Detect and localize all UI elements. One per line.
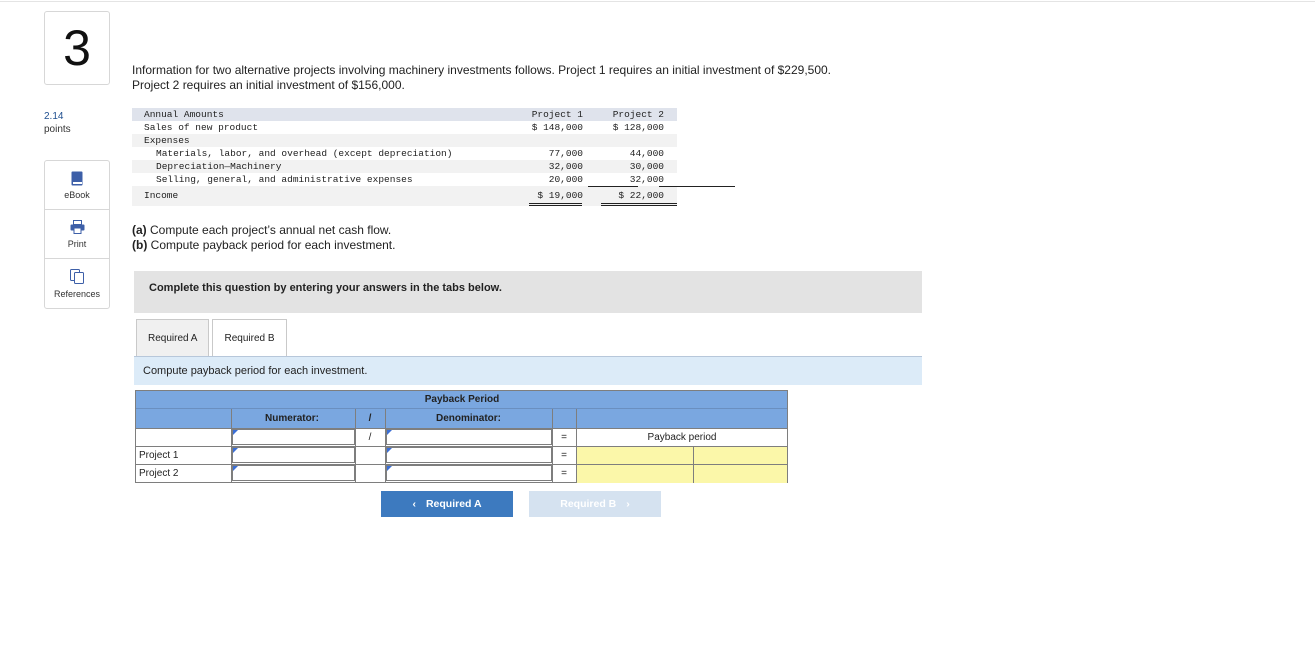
task-description: Compute payback period for each investment. xyxy=(134,357,922,385)
subtotal-rule-2 xyxy=(659,186,735,187)
equals-sign: = xyxy=(561,432,567,443)
copy-icon xyxy=(69,269,85,285)
income-table xyxy=(132,108,677,206)
table-row xyxy=(132,121,677,134)
points-info xyxy=(44,110,71,136)
table-row xyxy=(132,160,677,173)
table-row xyxy=(132,173,677,186)
resource-sidebar xyxy=(44,160,110,309)
divider-header: / xyxy=(368,413,372,424)
divider-sign: / xyxy=(368,432,372,443)
row-project-2: $ 128,000 xyxy=(612,122,664,133)
sidebar-item-label: References xyxy=(53,288,101,299)
points-value: 2.14 xyxy=(44,111,64,122)
income-total-row xyxy=(132,186,677,206)
book-icon xyxy=(69,170,85,186)
row-project-2: $ 22,000 xyxy=(618,190,664,201)
row-project-1: 32,000 xyxy=(548,161,583,172)
project-2-payback-input[interactable] xyxy=(577,465,693,483)
question-number xyxy=(44,11,110,85)
intro-line-2: Project 2 requires an initial investment of $156,000. xyxy=(132,78,405,92)
row-label: Expenses xyxy=(144,135,190,146)
row-project-2: 44,000 xyxy=(629,148,664,159)
row-project-1: $ 148,000 xyxy=(531,122,583,133)
payback-table-title-row xyxy=(136,391,787,409)
row-label: Depreciation—Machinery xyxy=(156,161,282,172)
intro-line-1: Information for two alternative projects involving machinery investments follows. Project 1 requires an initial investment of $229,500. xyxy=(132,63,832,77)
top-divider xyxy=(0,0,1315,2)
project-1-numerator-input[interactable] xyxy=(232,447,355,463)
table-row xyxy=(132,134,677,147)
row-project-2: 32,000 xyxy=(629,174,664,185)
total-double-rule-2 xyxy=(601,203,677,206)
denominator-header: Denominator: xyxy=(436,413,501,424)
chevron-left-icon: ‹ xyxy=(412,498,416,510)
points-label: points xyxy=(44,124,71,135)
row-label: Income xyxy=(144,190,179,201)
row-project-2: 30,000 xyxy=(629,161,664,172)
question-number-text: 3 xyxy=(63,20,91,76)
next-required-b-button[interactable] xyxy=(529,491,661,517)
equals-sign: = xyxy=(561,450,567,461)
row-label-project-2: Project 2 xyxy=(139,468,179,479)
question-intro xyxy=(132,63,912,93)
sidebar-item-print[interactable] xyxy=(45,210,109,259)
printer-icon xyxy=(69,219,85,235)
sidebar-item-references[interactable] xyxy=(45,259,109,308)
tab-required-b[interactable]: Required B xyxy=(212,319,286,357)
row-project-1: 20,000 xyxy=(548,174,583,185)
result-header: Payback period xyxy=(647,432,717,443)
project-1-payback-unit-input[interactable] xyxy=(694,447,787,464)
denominator-header-input[interactable] xyxy=(386,429,552,445)
equals-sign: = xyxy=(561,468,567,479)
chevron-right-icon: › xyxy=(626,498,630,510)
row-label: Sales of new product xyxy=(144,122,259,133)
numerator-header-input[interactable] xyxy=(232,429,355,445)
button-label: Required A xyxy=(425,498,482,510)
header-label: Annual Amounts xyxy=(144,109,224,120)
project-1-denominator-input[interactable] xyxy=(386,447,552,463)
row-label-project-1: Project 1 xyxy=(139,450,179,461)
sidebar-item-label: eBook xyxy=(64,190,90,200)
project-2-denominator-input[interactable] xyxy=(386,465,552,481)
header-project-1: Project 1 xyxy=(531,109,583,120)
income-table-header xyxy=(132,108,677,121)
numerator-header: Numerator: xyxy=(265,413,319,424)
row-project-1: $ 19,000 xyxy=(537,190,583,201)
instruction-banner: Complete this question by entering your answers in the tabs below. xyxy=(134,271,922,313)
sidebar-item-ebook[interactable] xyxy=(45,161,109,210)
sidebar-item-label: Print xyxy=(67,239,87,249)
table-row xyxy=(132,147,677,160)
previous-required-a-button[interactable] xyxy=(381,491,513,517)
project-1-payback-input[interactable] xyxy=(577,447,693,464)
project-2-numerator-input[interactable] xyxy=(232,465,355,481)
button-label: Required B xyxy=(560,498,617,510)
tab-bar xyxy=(136,319,290,357)
question-part-a: (a) Compute each project’s annual net cash flow. xyxy=(132,223,392,237)
question-parts xyxy=(132,223,395,253)
row-label: Selling, general, and administrative expenses xyxy=(156,174,413,185)
header-project-2: Project 2 xyxy=(612,109,664,120)
row-label: Materials, labor, and overhead (except depreciation) xyxy=(156,148,453,159)
row-project-1: 77,000 xyxy=(548,148,583,159)
total-double-rule-1 xyxy=(529,203,582,206)
payback-table xyxy=(135,390,788,483)
tab-required-a[interactable]: Required A xyxy=(136,319,209,357)
project-2-payback-unit-input[interactable] xyxy=(694,465,787,483)
question-part-b: (b) Compute payback period for each investment. xyxy=(132,238,396,252)
payback-table-title: Payback Period xyxy=(424,394,500,405)
